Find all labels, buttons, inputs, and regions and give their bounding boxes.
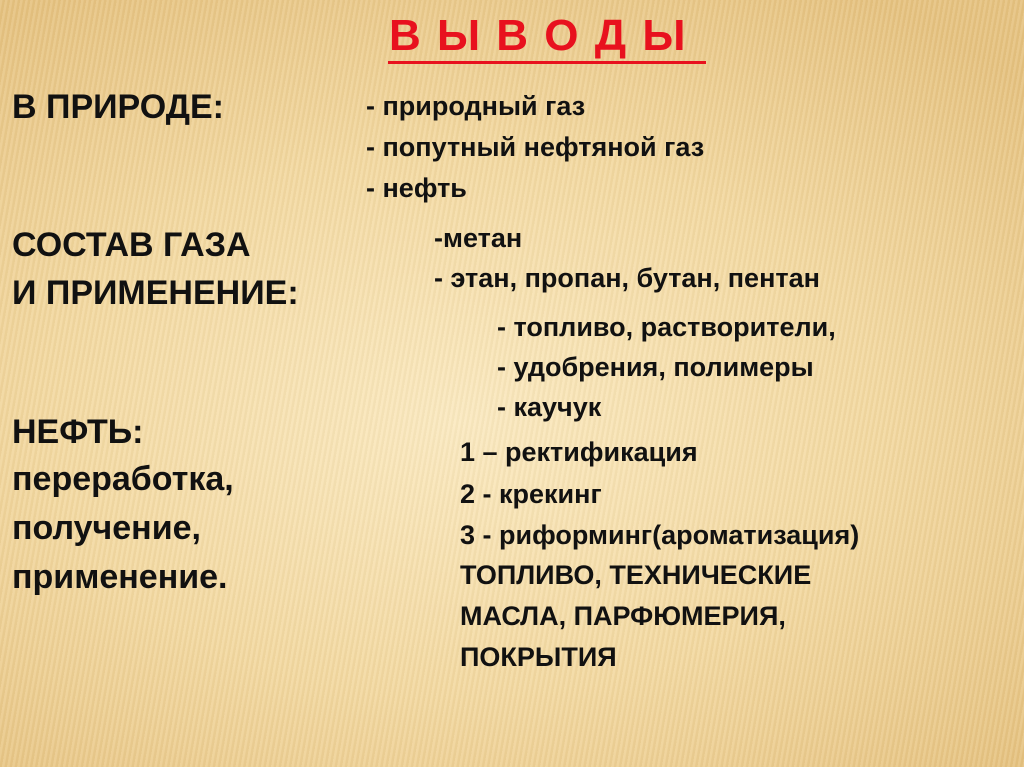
oil-label-line: НЕФТЬ: (12, 413, 144, 451)
gas-label-line1: СОСТАВ ГАЗА (12, 226, 251, 264)
oil-label-line: получение, (12, 509, 201, 547)
nature-label: В ПРИРОДЕ: (12, 88, 225, 126)
gas-composition-item: -метан (434, 223, 523, 253)
slide-title: В Ы В О Д Ы (389, 11, 688, 60)
oil-process-item: 2 - крекинг (460, 479, 602, 509)
oil-product-line: ТОПЛИВО, ТЕХНИЧЕСКИЕ (460, 560, 812, 590)
oil-label-line: применение. (12, 558, 228, 596)
oil-product-line: МАСЛА, ПАРФЮМЕРИЯ, (460, 601, 786, 631)
gas-use-item: - топливо, растворители, (497, 312, 836, 342)
oil-process-item: 3 - риформинг(ароматизация) (460, 520, 860, 550)
oil-label-line: переработка, (12, 460, 234, 498)
gas-composition-item: - этан, пропан, бутан, пентан (434, 263, 820, 293)
oil-process-item: 1 – ректификация (460, 437, 698, 467)
title-underline (388, 61, 706, 64)
oil-product-line: ПОКРЫТИЯ (460, 642, 617, 672)
nature-item: - нефть (366, 173, 467, 203)
nature-item: - природный газ (366, 91, 586, 121)
gas-use-item: - каучук (497, 392, 602, 422)
gas-use-item: - удобрения, полимеры (497, 352, 814, 382)
nature-item: - попутный нефтяной газ (366, 132, 705, 162)
gas-label-line2: И ПРИМЕНЕНИЕ: (12, 274, 299, 312)
